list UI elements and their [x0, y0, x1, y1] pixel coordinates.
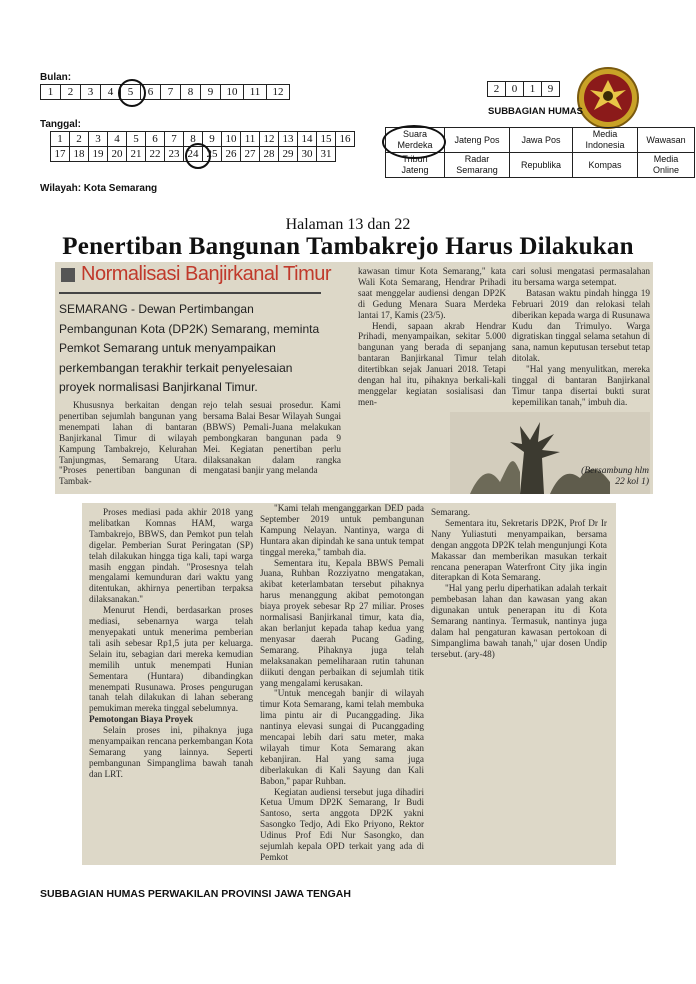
date-cell-7: 7	[165, 132, 184, 147]
date-selected-circle	[185, 143, 211, 169]
p13-col1	[59, 400, 197, 487]
month-cell-11: 11	[244, 85, 267, 100]
date-cell-15: 15	[317, 132, 336, 147]
month-cell-2: 2	[61, 85, 81, 100]
month-cell-9: 9	[201, 85, 221, 100]
month-cell-8: 8	[181, 85, 201, 100]
date-cell-21: 21	[127, 147, 146, 162]
date-cell-4: 4	[108, 132, 127, 147]
newspaper-media-indonesia: Media Indonesia	[573, 128, 638, 153]
year-digit-0: 0	[506, 82, 524, 97]
date-cell-12: 12	[260, 132, 279, 147]
date-cell-29: 29	[279, 147, 298, 162]
date-cell-6: 6	[146, 132, 165, 147]
date-cell-31: 31	[317, 147, 336, 162]
date-cell-24: 24	[184, 147, 203, 162]
month-cell-10: 10	[221, 85, 244, 100]
p22-col1-para3: Selain proses ini, pihaknya juga menyampaikan rencana perkembangan Kota Semarang yang lainnya. Seperti pembangunan Simpanglima bawah tanah dan LRT.	[89, 725, 253, 779]
p13-col3-para2: Hendi, sapaan akrab Hendrar Prihadi, menyampaikan, sekitar 5.000 bangunan yang berada di sepanjang bantaran Banjirkanal Timur telah ditertibkan sejak Januari 2018. Tetapi dengan hal itu, pihaknya berkali-kali menggelar kegiatan sosialisasi dan men-	[358, 320, 506, 407]
newspaper-jawa-pos: Jawa Pos	[510, 128, 573, 153]
newspaper-suara-merdeka: Suara Merdeka	[386, 128, 445, 153]
month-cell-4: 4	[101, 85, 121, 100]
p22-col2-para3: "Untuk mencegah banjir di wilayah timur Kota Semarang, kami telah membuka lima pintu air di Pucanggading. Jika nantinya elevasi sungai di Pucanggading mencapai lebih dari satu meter, maka wilayah timur Kota Semarang akan kebanjiran. Hal yang sama juga diberlakukan di Kali Sayung dan Kali Babon," papar Ruhban.	[260, 688, 424, 786]
date-cell-8: 8	[184, 132, 203, 147]
year-digit-9: 9	[542, 82, 560, 97]
month-cell-5: 5	[121, 85, 141, 100]
tanggal-label: Tanggal:	[40, 119, 81, 130]
p13-col2-text: rejo telah sesuai prosedur. Kami bersama Balai Besar Wilayah Sungai (BBWS) Pemali-Juana melakukan pembongkaran bangunan pada 9 Mei. Kegiatan penertiban perlu dilaksanakan dalam rangka mengatasi banjir yang melanda	[203, 400, 341, 476]
p22-col2-para2: Sementara itu, Kepala BBWS Pemali Juana, Ruhban Rozziyatno mengatakan, akibat keterlambatan tersebut pihaknya harus menanggung akibat pemotongan biaya proyek sebesar Rp 27 miliar. Proses normalisasi Banjirkanal timur, kata dia, akan berlanjut kepada tahap kedua yang menyasar daerah Pucang Gading, Semarang. Pihaknya juga telah melaksanakan pemeliharaan rutin tahunan diikuti dengan perbaikan di sejumlah titik yang mengalami kerusakan.	[260, 557, 424, 688]
p22-col1-para1: Proses mediasi pada akhir 2018 yang melibatkan Komnas HAM, warga Tambakrejo, BBWS, dan Pemkot pun telah digelar. Pemberian Surat Peringatan (SP) telah dilakukan hingga tiga kali, tapi warga masih enggan pindah. "Prosesnya telah mengalami kemunduran dari waktu yang ditentukan, akhirnya penertiban terpaksa dilaksanakan."	[89, 507, 253, 605]
date-cell-26: 26	[222, 147, 241, 162]
date-cell-27: 27	[241, 147, 260, 162]
p22-col1	[89, 507, 253, 780]
date-cell-14: 14	[298, 132, 317, 147]
newspaper-wawasan: Wawasan	[638, 128, 695, 153]
article-kicker: Normalisasi Banjirkanal Timur	[81, 263, 332, 285]
month-cell-6: 6	[141, 85, 161, 100]
p22-col2	[260, 503, 424, 863]
date-cell-11: 11	[241, 132, 260, 147]
date-cell-19: 19	[89, 147, 108, 162]
p22-col2-para1: "Kami telah menganggarkan DED pada September 2019 untuk pembangunan Kampung Nelayan. Nantinya, warga di Huntara akan dipindah ke sana untuk tempat tinggal mereka," tambah dia.	[260, 503, 424, 557]
p22-col3-para1: Semarang.	[431, 507, 471, 517]
year-digit-1: 1	[524, 82, 542, 97]
newspaper-selected-circle	[382, 125, 446, 159]
date-cell-2: 2	[70, 132, 89, 147]
article-lead: SEMARANG - Dewan Pertimbangan Pembangunan Kota (DP2K) Semarang, meminta Pemkot Semarang untuk menyampaikan perkembangan terakhir terkait penyelesaian proyek normalisasi Banjirkanal Timur.	[59, 302, 320, 394]
newspaper-media-online: Media Online	[638, 153, 695, 178]
month-selected-circle	[118, 79, 146, 107]
month-cell-1: 1	[41, 85, 61, 100]
date-cell-23: 23	[165, 147, 184, 162]
date-cell-1: 1	[51, 132, 70, 147]
footer-text: SUBBAGIAN HUMAS PERWAKILAN PROVINSI JAWA TENGAH	[40, 888, 351, 900]
date-cell-30: 30	[298, 147, 317, 162]
clipping-page-13	[55, 262, 653, 494]
clipping-page-22	[82, 503, 616, 865]
page-reference: Halaman 13 dan 22	[285, 216, 411, 233]
date-cell-22: 22	[146, 147, 165, 162]
month-grid	[40, 84, 290, 100]
garuda-emblem-icon	[576, 66, 640, 130]
date-cell-17: 17	[51, 147, 70, 162]
month-cell-12: 12	[267, 85, 290, 100]
newspaper-radar-semarang: Radar Semarang	[445, 153, 510, 178]
p13-col4	[512, 266, 650, 408]
p22-col2-para4: Kegiatan audiensi tersebut juga dihadiri Ketua Umum DP2K Semarang, Ir Budi Santoso, serta anggota DP2K yakni Sasongko Tedjo, Adi Eko Priyono, Rektor Udinus Prof Edi Nur Sasongko, dan sejumlah kepala OPD terkait yang ada di Pemkot	[260, 786, 424, 862]
kicker-divider	[59, 292, 321, 294]
date-cell-9: 9	[203, 132, 222, 147]
newspaper-kompas: Kompas	[573, 153, 638, 178]
header-unit: SUBBAGIAN HUMAS	[488, 106, 583, 117]
p22-col3-para3: "Hal yang perlu diperhatikan adalah terkait pembebasan lahan dan kawasan yang akan digunakan untuk penerapan itu di Kota Semarang nantinya. Termasuk, nantinya juga dalam hal pengaturan kawasan pertokoan di Simpanglima bawah tanah," ujar dosen Undip tersebut. (ary-48)	[431, 583, 607, 659]
date-cell-18: 18	[70, 147, 89, 162]
date-cell-10: 10	[222, 132, 241, 147]
date-cell-20: 20	[108, 147, 127, 162]
date-cell-13: 13	[279, 132, 298, 147]
p13-col4-para1: cari solusi mengatasi permasalahan itu bersama warga setempat.	[512, 266, 650, 287]
p22-col3	[431, 507, 607, 660]
newspaper-republika: Republika	[510, 153, 573, 178]
p22-subheading: Pemotongan Biaya Proyek	[89, 714, 193, 725]
newspaper-tribun-jateng: Tribun Jateng	[386, 153, 445, 178]
month-cell-7: 7	[161, 85, 181, 100]
year-digit-2: 2	[488, 82, 506, 97]
date-cell-25: 25	[203, 147, 222, 162]
p13-col2	[203, 400, 341, 476]
p22-col3-para2: Sementara itu, Sekretaris DP2K, Prof Dr Ir Nany Yuliastuti menyampaikan, bersama dengan anggota DP2K telah mengunjungi Kota Makassar dan memberikan masukan terkait rencana penerapan Waterfront City jika ingin diterapkan di Kota Semarang.	[431, 517, 607, 583]
wilayah-label: Wilayah: Kota Semarang	[40, 183, 158, 194]
p13-col3	[358, 266, 506, 408]
newspaper-jateng-pos: Jateng Pos	[445, 128, 510, 153]
p22-col1-para2: Menurut Hendi, berdasarkan proses mediasi, sebenarnya warga telah menyepakati untuk menerima pemberian tali asih sebesar Rp1,5 juta per keluarga. Selain itu, sebagian dari mereka kemudian memilih untuk menempati Hunian Sementara (Huntara) dibandingkan menempati Rusunawa. Proses pengurugan tanah telah dilakukan di lahan seberang pemukiman mereka tinggal sebelumnya.	[89, 605, 253, 714]
continued-note: (Bersambung hlm 22 kol 1)	[581, 466, 649, 487]
p13-col3-para1: kawasan timur Kota Semarang," kata Wali Kota Semarang, Hendrar Prihadi saat menggelar audiensi dengan DP2K di Gedung Menara Suara Merdeka lantai 17, Kamis (23/5).	[358, 266, 506, 320]
date-cell-5: 5	[127, 132, 146, 147]
article-title: Penertiban Bangunan Tambakrejo Harus Dilakukan	[62, 233, 634, 260]
year-grid	[487, 81, 560, 97]
date-cell-28: 28	[260, 147, 279, 162]
p13-col1-text: Khususnya berkaitan dengan penertiban sejumlah bangunan yang menempati lahan di bantaran Banjirkanal Timur di wilayah Kampung Tambakrejo, Kelurahan Tanjungmas, Semarang Utara. "Proses penertiban bangunan di Tambak-	[59, 400, 197, 487]
date-cell-3: 3	[89, 132, 108, 147]
month-cell-3: 3	[81, 85, 101, 100]
p13-col4-para2: Batasan waktu pindah hingga 19 Februari 2019 dan relokasi telah diberikan kepada warga di Rusunawa Kudu dan Trimulyo. Warga digratiskan tinggal selama setahun di sana, namun keputusan tersebut tetap ditolak.	[512, 287, 650, 364]
kicker-square-icon	[61, 268, 75, 282]
p13-col4-para3: "Hal yang menyulitkan, mereka tinggal di bantaran Banjirkanal Timur tanpa disertai bukti surat kepemilikan tanah," imbuh dia.	[512, 364, 650, 407]
date-cell-16: 16	[336, 132, 355, 147]
bulan-label: Bulan:	[40, 72, 72, 83]
